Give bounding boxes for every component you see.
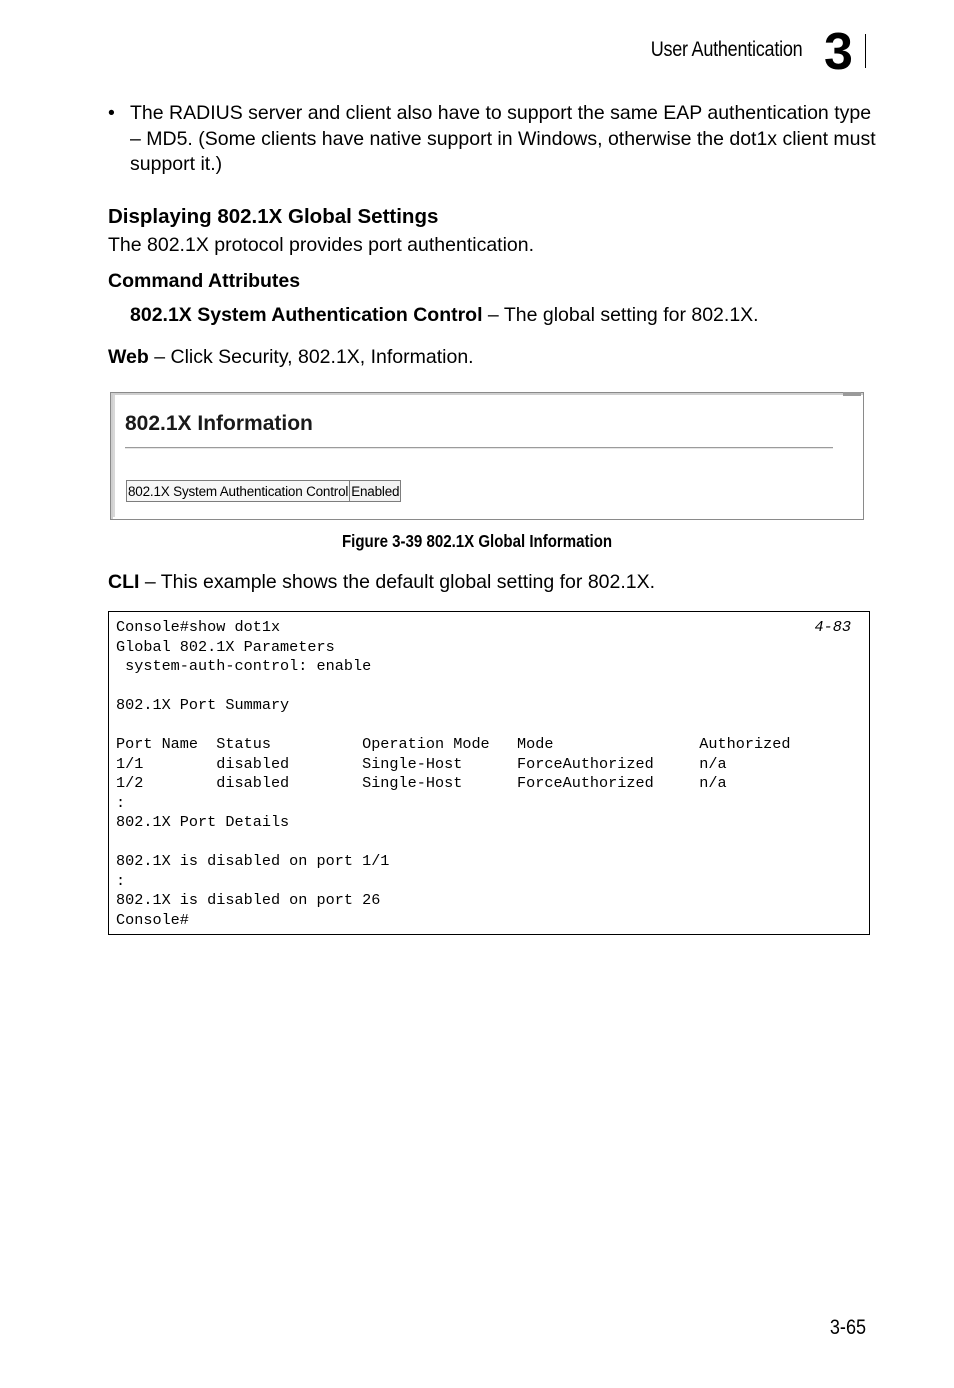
attribute-entry <box>130 303 759 329</box>
cli-description: – This example shows the default global setting for 802.1X. <box>139 571 656 593</box>
chapter-divider <box>865 34 866 68</box>
command-attributes-heading: Command Attributes <box>108 270 301 292</box>
chapter-number: 3 <box>824 23 853 81</box>
web-description: – Click Security, 802.1X, Information. <box>148 346 474 368</box>
page-number: 3-65 <box>829 1316 866 1339</box>
section-intro: The 802.1X protocol provides port authentication. <box>108 234 535 256</box>
bullet-text: The RADIUS server and client also have to support the same EAP authentication type – MD5. (Some clients have native support in Windows, otherwise the dot1x client must support it.) <box>130 102 876 175</box>
frame-edge <box>113 395 115 517</box>
web-instruction <box>108 345 474 371</box>
console-output-box <box>108 611 870 935</box>
attribute-description: – The global setting for 802.1X. <box>482 304 759 326</box>
attribute-name: 802.1X System Authentication Control <box>130 304 483 326</box>
web-label: Web <box>108 346 149 368</box>
scrollbar-fragment <box>843 392 861 396</box>
field-label: 802.1X System Authentication Control <box>127 481 350 502</box>
section-heading: Displaying 802.1X Global Settings <box>108 205 439 228</box>
table-row <box>127 481 401 502</box>
screenshot-divider <box>125 447 833 448</box>
cli-label: CLI <box>108 571 140 593</box>
running-header-title: User Authentication <box>650 38 802 61</box>
field-value: Enabled <box>350 481 401 502</box>
screenshot-page-title: 802.1X Information <box>125 412 313 435</box>
figure-caption: Figure 3-39 802.1X Global Information <box>341 531 613 551</box>
bullet-item <box>108 101 878 178</box>
console-text: Console#show dot1x Global 802.1X Parameters system-auth-control: enable 802.1X Port Summary Port Name Status Operation Mode Mode Authorized 1/1 disabled Single-Host ForceAuthorized n/a 1/2 disabled Single-Host ForceAuthorized n/a : 802.1X Port Details 802.1X is disabled on port 1/1 : 802.1X is disabled on port 26 Console# <box>116 618 791 929</box>
command-reference: 4-83 <box>814 618 851 636</box>
bullet-marker: • <box>108 102 115 124</box>
screenshot-settings-table <box>126 480 401 502</box>
cli-instruction <box>108 570 655 596</box>
web-screenshot <box>110 392 864 520</box>
